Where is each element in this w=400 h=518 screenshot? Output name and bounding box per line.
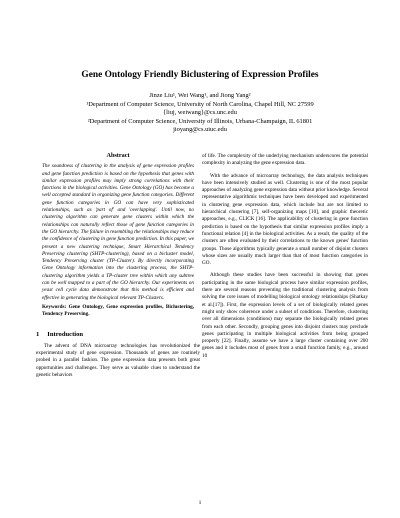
intro-paragraph-3: Although these studies have been successful in showing that genes participating in the same biological process have similar expression profiles, there are several reasons preventing the traditional clustering analysis from solving the core issues of modelling biological ontology relationships (Shatkay et al.[17]). First, the expression levels of a set of biologically related genes might only show coherence under a subset of conditions. Therefore, clustering over all dimensions (conditions) may separate the biologically related genes from each other. Secondly, grouping genes into disjoint clusters may preclude genes participating in multiple biological activities from being grouped properly [22]. Finally, assume we have a large cluster containing over 200 genes and it includes most of genes from a small function family, e.g., around 10 bbox=[202, 272, 368, 359]
section-number: 1 bbox=[36, 330, 40, 338]
paper-title: Gene Ontology Friendly Biclustering of Expression Profiles bbox=[81, 70, 319, 80]
keywords-text: Gene Ontology, Gene expression profiles, Biclustering, Tendency Preserving. bbox=[42, 303, 195, 318]
intro-paragraph-2: With the advance of microarray technology, the data analysis techniques have been intensively studied as well. Clustering is one of the most popular approaches of analyzing gene expression data without prior knowledge. Several representative algorithmic techniques have been developed and experimented in clustering gene expression data, which include but are not limited to hierarchical clustering [7], self-organizing maps [10], and graphic theoretic approaches, e.g., CLICK [16]. The applicability of clustering in gene function prediction is based on the hypothesis that similar expression profiles imply a functional relation [4] in the biological activities. As a result, the quality of the clusters are often evaluated by their correlations to the known genes' function groups. Those algorithms typically generate a small number of disjoint clusters whose sizes are usually much larger than that of most function categories in GO. bbox=[202, 172, 368, 267]
email-1: {liuj, weiwang}@cs.unc.edu bbox=[163, 109, 237, 117]
abstract-text: The soundness of clustering in the analysis of gene expression profiles and gene function prediction is based on the hypothesis that genes with similar expression profiles may imply strong correlations with their functions in the biological activities. Gene Ontology (GO) has become a well accepted standard in organizing gene function categories. Different gene function categories in GO can have very sophisticated relationships, such as 'part of' and 'overlapping'. Until now, no clustering algorithm can generate gene clusters within which the relationships can naturally reflect those of gene function categories in the GO hierarchy. The failure in resembling the relationships may reduce the confidence of clustering in gene function prediction. In this paper, we present a new clustering technique, Smart Hierarchical Tendency Preserving clustering (SHTP-clustering), based on a bicluster model, Tendency Preserving cluster (TP-Cluster). By directly incorporating Gene Ontology information into the clustering process, the SHTP-clustering algorithm yields a TP-cluster tree within which any subtree can be well mapped to a part of the GO hierarchy. Our experiments on yeast cell cycle data demonstrate that this method is efficient and effective in generating the biological relevant TP-Clusters. bbox=[42, 163, 194, 301]
keywords-label: Keywords: bbox=[42, 303, 67, 310]
affiliation-1: ¹Department of Computer Science, University of North Carolina, Chapel Hill, NC 27599 bbox=[86, 100, 314, 108]
affiliation-2: ²Department of Computer Science, University of Illinois, Urbana-Champaign, IL 61801 bbox=[87, 117, 313, 125]
section-title: Introduction bbox=[47, 330, 84, 338]
left-column bbox=[36, 152, 200, 379]
section-heading bbox=[36, 331, 200, 338]
author-names: Jinze Liu¹, Wei Wang¹, and Jiong Yang² bbox=[149, 92, 251, 99]
keywords bbox=[36, 304, 200, 319]
right-column bbox=[202, 153, 368, 360]
intro-paragraph-left: The advent of DNA microarray technologies has revolutionized the experimental study of gene expression. Thousands of genes are routinely probed in a parallel fashion. The gene expression data presents both great opportunities and challenges. They serve as valuable clues to understand the genetic behaviors bbox=[36, 342, 200, 379]
author-block bbox=[0, 92, 400, 135]
email-2: jioyang@cs.uiuc.edu bbox=[173, 126, 227, 134]
intro-paragraph-continued: of life. The complexity of the underlying mechanism underscores the potential complexity in analyzing the gene expression data. bbox=[202, 153, 368, 167]
page-number: 1 bbox=[198, 500, 202, 506]
abstract-heading: Abstract bbox=[106, 152, 130, 159]
